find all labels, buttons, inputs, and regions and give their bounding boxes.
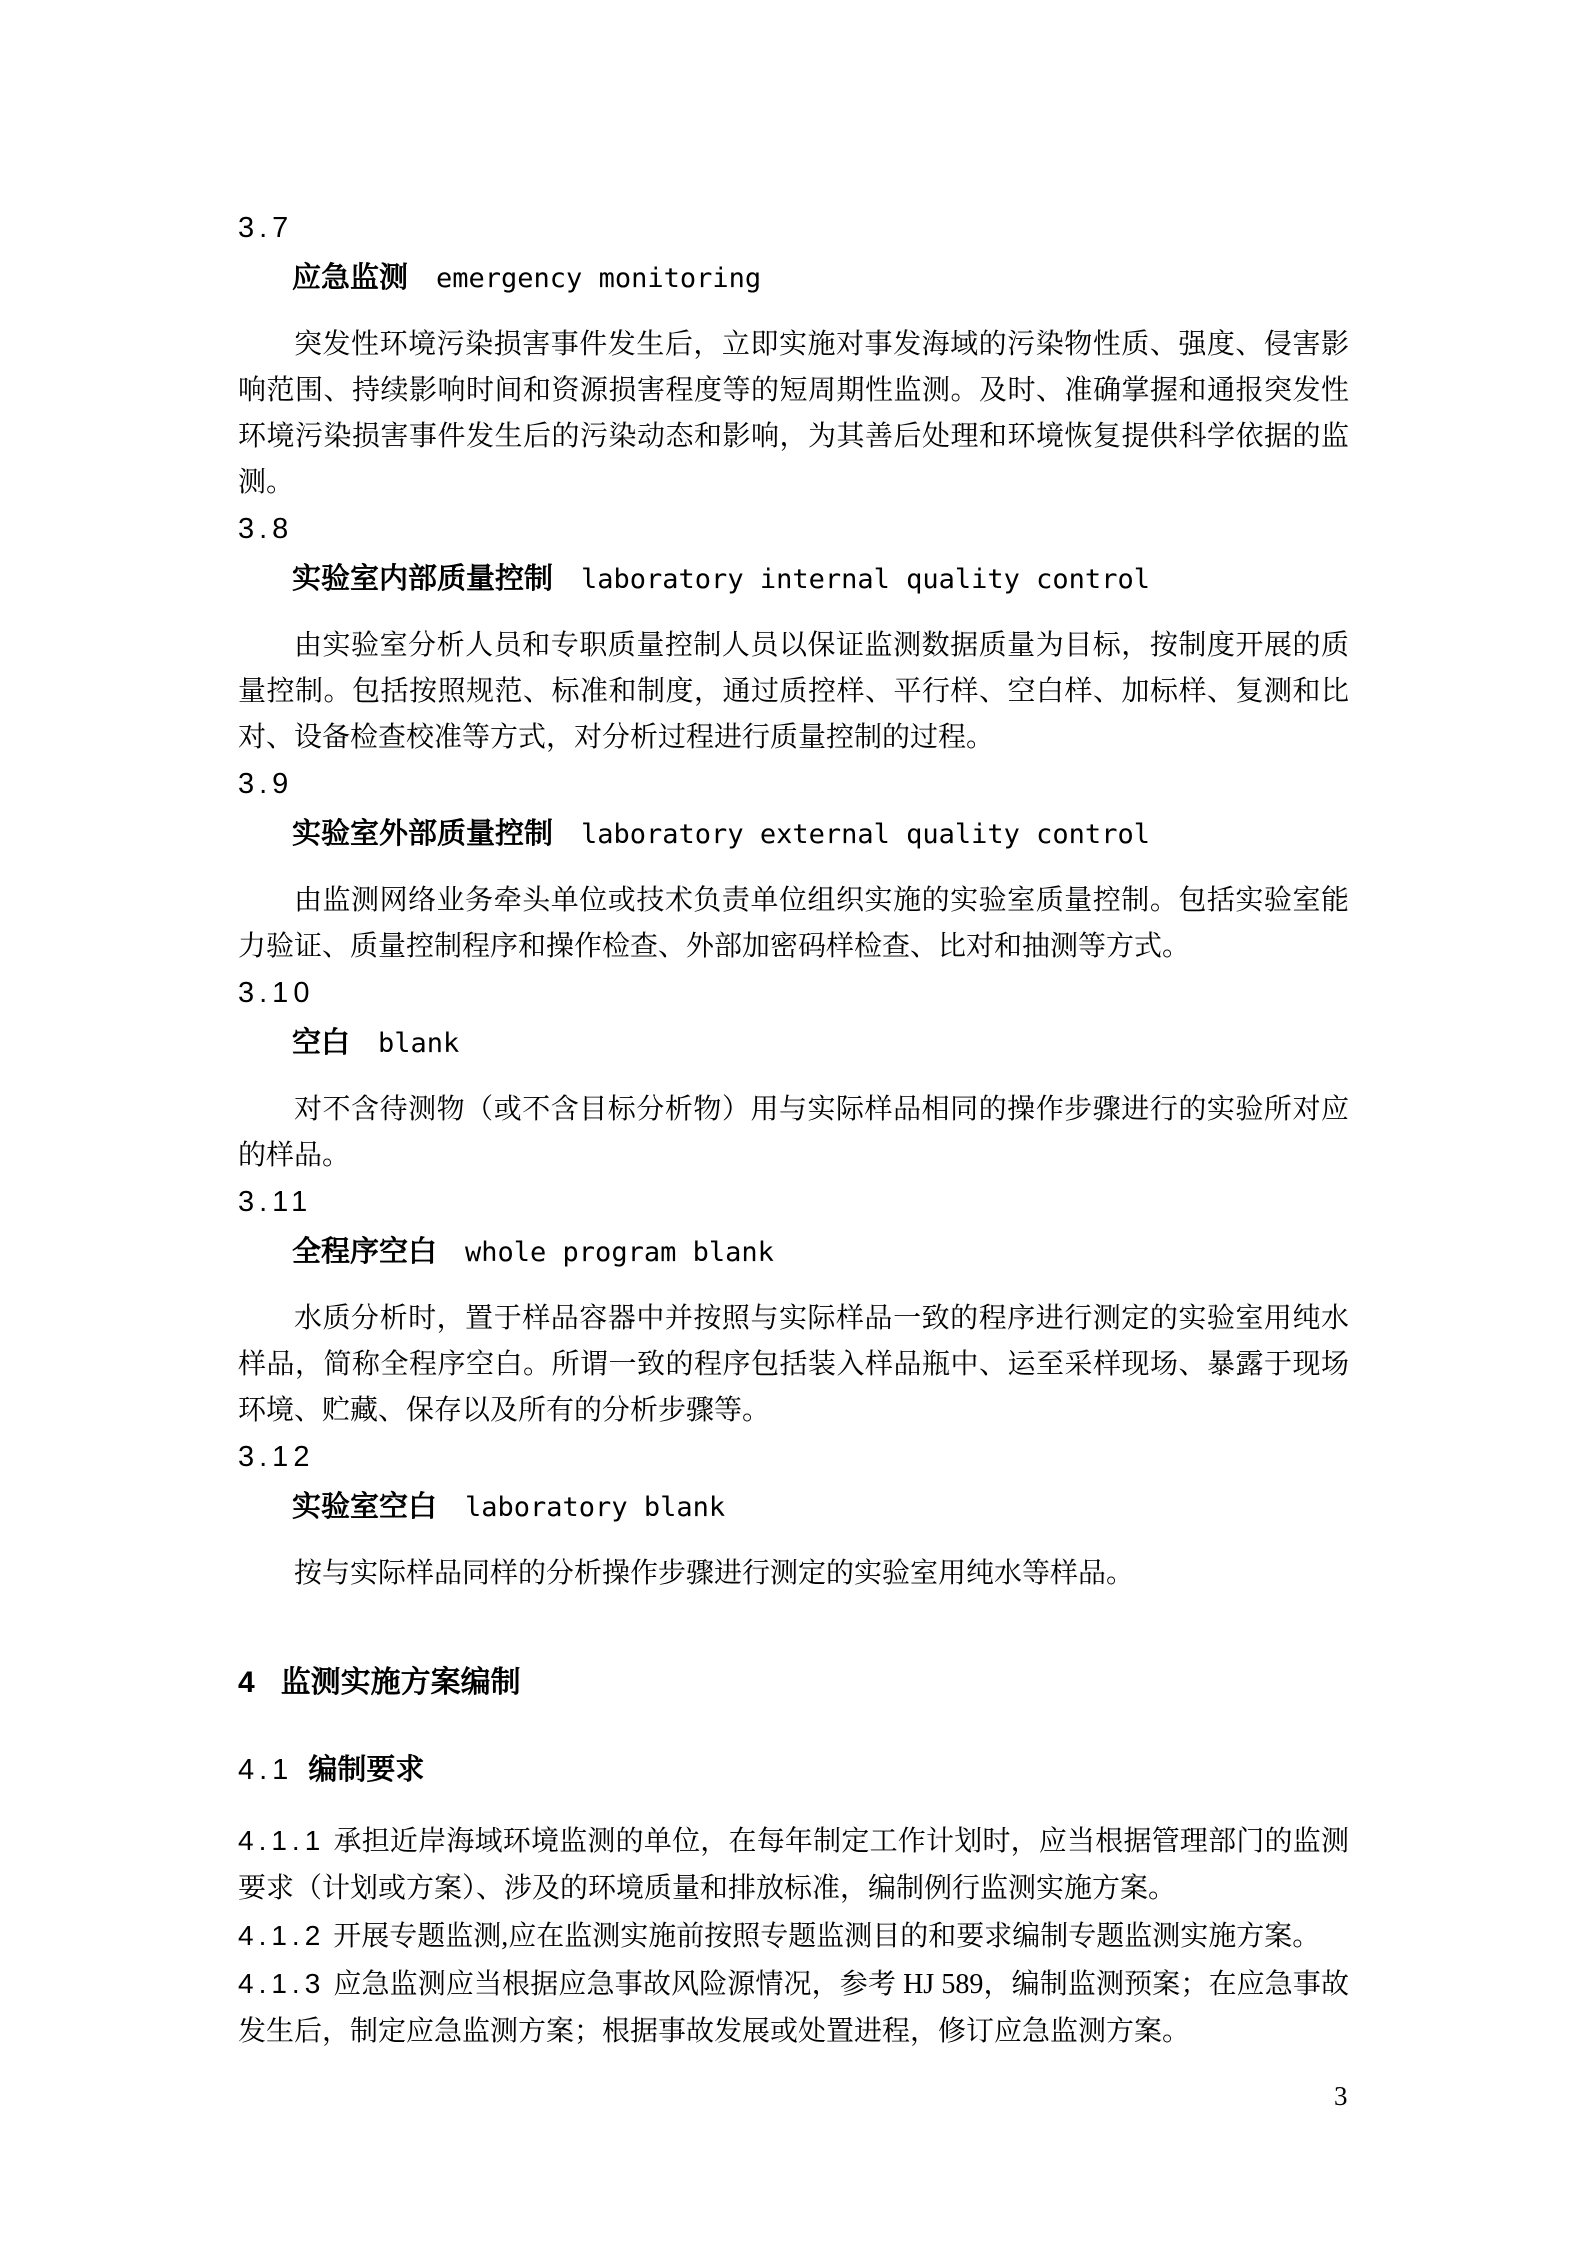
term-chinese: 空白	[292, 1027, 351, 1059]
term-section-3-11	[238, 1179, 1349, 1434]
term-heading	[238, 1020, 1349, 1071]
definition-paragraph: 对不含待测物（或不含目标分析物）用与实际样品相同的操作步骤进行的实验所对应的样品。	[238, 1094, 1349, 1171]
definition-paragraph: 按与实际样品同样的分析操作步骤进行测定的实验室用纯水等样品。	[294, 1558, 1135, 1589]
term-chinese: 实验室外部质量控制	[292, 818, 554, 850]
item-number: 4.1.2	[238, 1920, 326, 1951]
term-chinese: 应急监测	[292, 262, 409, 294]
clause-number: 3.11	[238, 1186, 313, 1218]
term-chinese: 实验室空白	[292, 1491, 438, 1523]
definition-paragraph: 突发性环境污染损害事件发生后，立即实施对事发海域的污染物性质、强度、侵害影响范围、持续影响时间和资源损害程度等的短周期性监测。及时、准确掌握和通报突发性环境污染损害事件发生后的污染动态和影响，为其善后处理和环境恢复提供科学依据的监测。	[238, 329, 1349, 498]
requirement-item-4-1-3	[238, 1960, 1349, 2055]
clause-number: 3.7	[238, 212, 294, 244]
clause-number: 3.10	[238, 977, 315, 1009]
item-number: 4.1.1	[238, 1825, 326, 1856]
term-english: whole program blank	[465, 1237, 774, 1268]
chapter-heading	[238, 1660, 1349, 1706]
definition-paragraph: 水质分析时，置于样品容器中并按照与实际样品一致的程序进行测定的实验室用纯水样品，简称全程序空白。所谓一致的程序包括装入样品瓶中、运至采样现场、暴露于现场环境、贮藏、保存以及所有的分析步骤等。	[238, 1303, 1349, 1426]
item-text: 应急监测应当根据应急事故风险源情况，参考 HJ 589，编制监测预案；在应急事故发生后，制定应急监测方案；根据事故发展或处置进程，修订应急监测方案。	[238, 1969, 1349, 2047]
document-body	[238, 205, 1349, 2055]
term-section-3-10	[238, 970, 1349, 1179]
term-english: laboratory internal quality control	[581, 564, 1150, 595]
term-section-3-8	[238, 506, 1349, 761]
page-number: 3	[1334, 2081, 1348, 2111]
term-english: laboratory blank	[465, 1492, 726, 1523]
item-text: 开展专题监测,应在监测实施前按照专题监测目的和要求编制专题监测实施方案。	[333, 1921, 1321, 1952]
clause-number: 3.9	[238, 768, 294, 800]
chapter-title: 监测实施方案编制	[280, 1666, 521, 1699]
term-english: emergency monitoring	[436, 263, 762, 294]
term-english: laboratory external quality control	[581, 819, 1150, 850]
term-english: blank	[378, 1028, 460, 1059]
definition-paragraph: 由监测网络业务牵头单位或技术负责单位组织实施的实验室质量控制。包括实验室能力验证、质量控制程序和操作检查、外部加密码样检查、比对和抽测等方式。	[238, 885, 1349, 962]
chapter-number: 4	[238, 1666, 257, 1699]
requirement-item-4-1-2	[238, 1912, 1349, 1960]
subchapter-title: 编制要求	[308, 1754, 425, 1786]
clause-number: 3.8	[238, 513, 294, 545]
term-chinese: 全程序空白	[292, 1236, 438, 1268]
term-section-3-7	[238, 205, 1349, 506]
term-heading	[238, 1229, 1349, 1280]
term-heading	[238, 556, 1349, 607]
requirement-item-4-1-1	[238, 1817, 1349, 1912]
item-number: 4.1.3	[238, 1968, 326, 1999]
subchapter-heading	[238, 1747, 1349, 1793]
term-heading	[238, 255, 1349, 306]
item-text: 承担近岸海域环境监测的单位，在每年制定工作计划时，应当根据管理部门的监测要求（计划或方案）、涉及的环境质量和排放标准，编制例行监测实施方案。	[238, 1826, 1349, 1904]
term-heading	[238, 1484, 1349, 1535]
term-section-3-12	[238, 1434, 1349, 1597]
definition-paragraph: 由实验室分析人员和专职质量控制人员以保证监测数据质量为目标，按制度开展的质量控制。包括按照规范、标准和制度，通过质控样、平行样、空白样、加标样、复测和比对、设备检查校准等方式，对分析过程进行质量控制的过程。	[238, 630, 1349, 753]
term-chinese: 实验室内部质量控制	[292, 563, 554, 595]
term-heading	[238, 811, 1349, 862]
clause-number: 3.12	[238, 1441, 315, 1473]
subchapter-number: 4.1	[238, 1754, 294, 1786]
term-section-3-9	[238, 761, 1349, 970]
